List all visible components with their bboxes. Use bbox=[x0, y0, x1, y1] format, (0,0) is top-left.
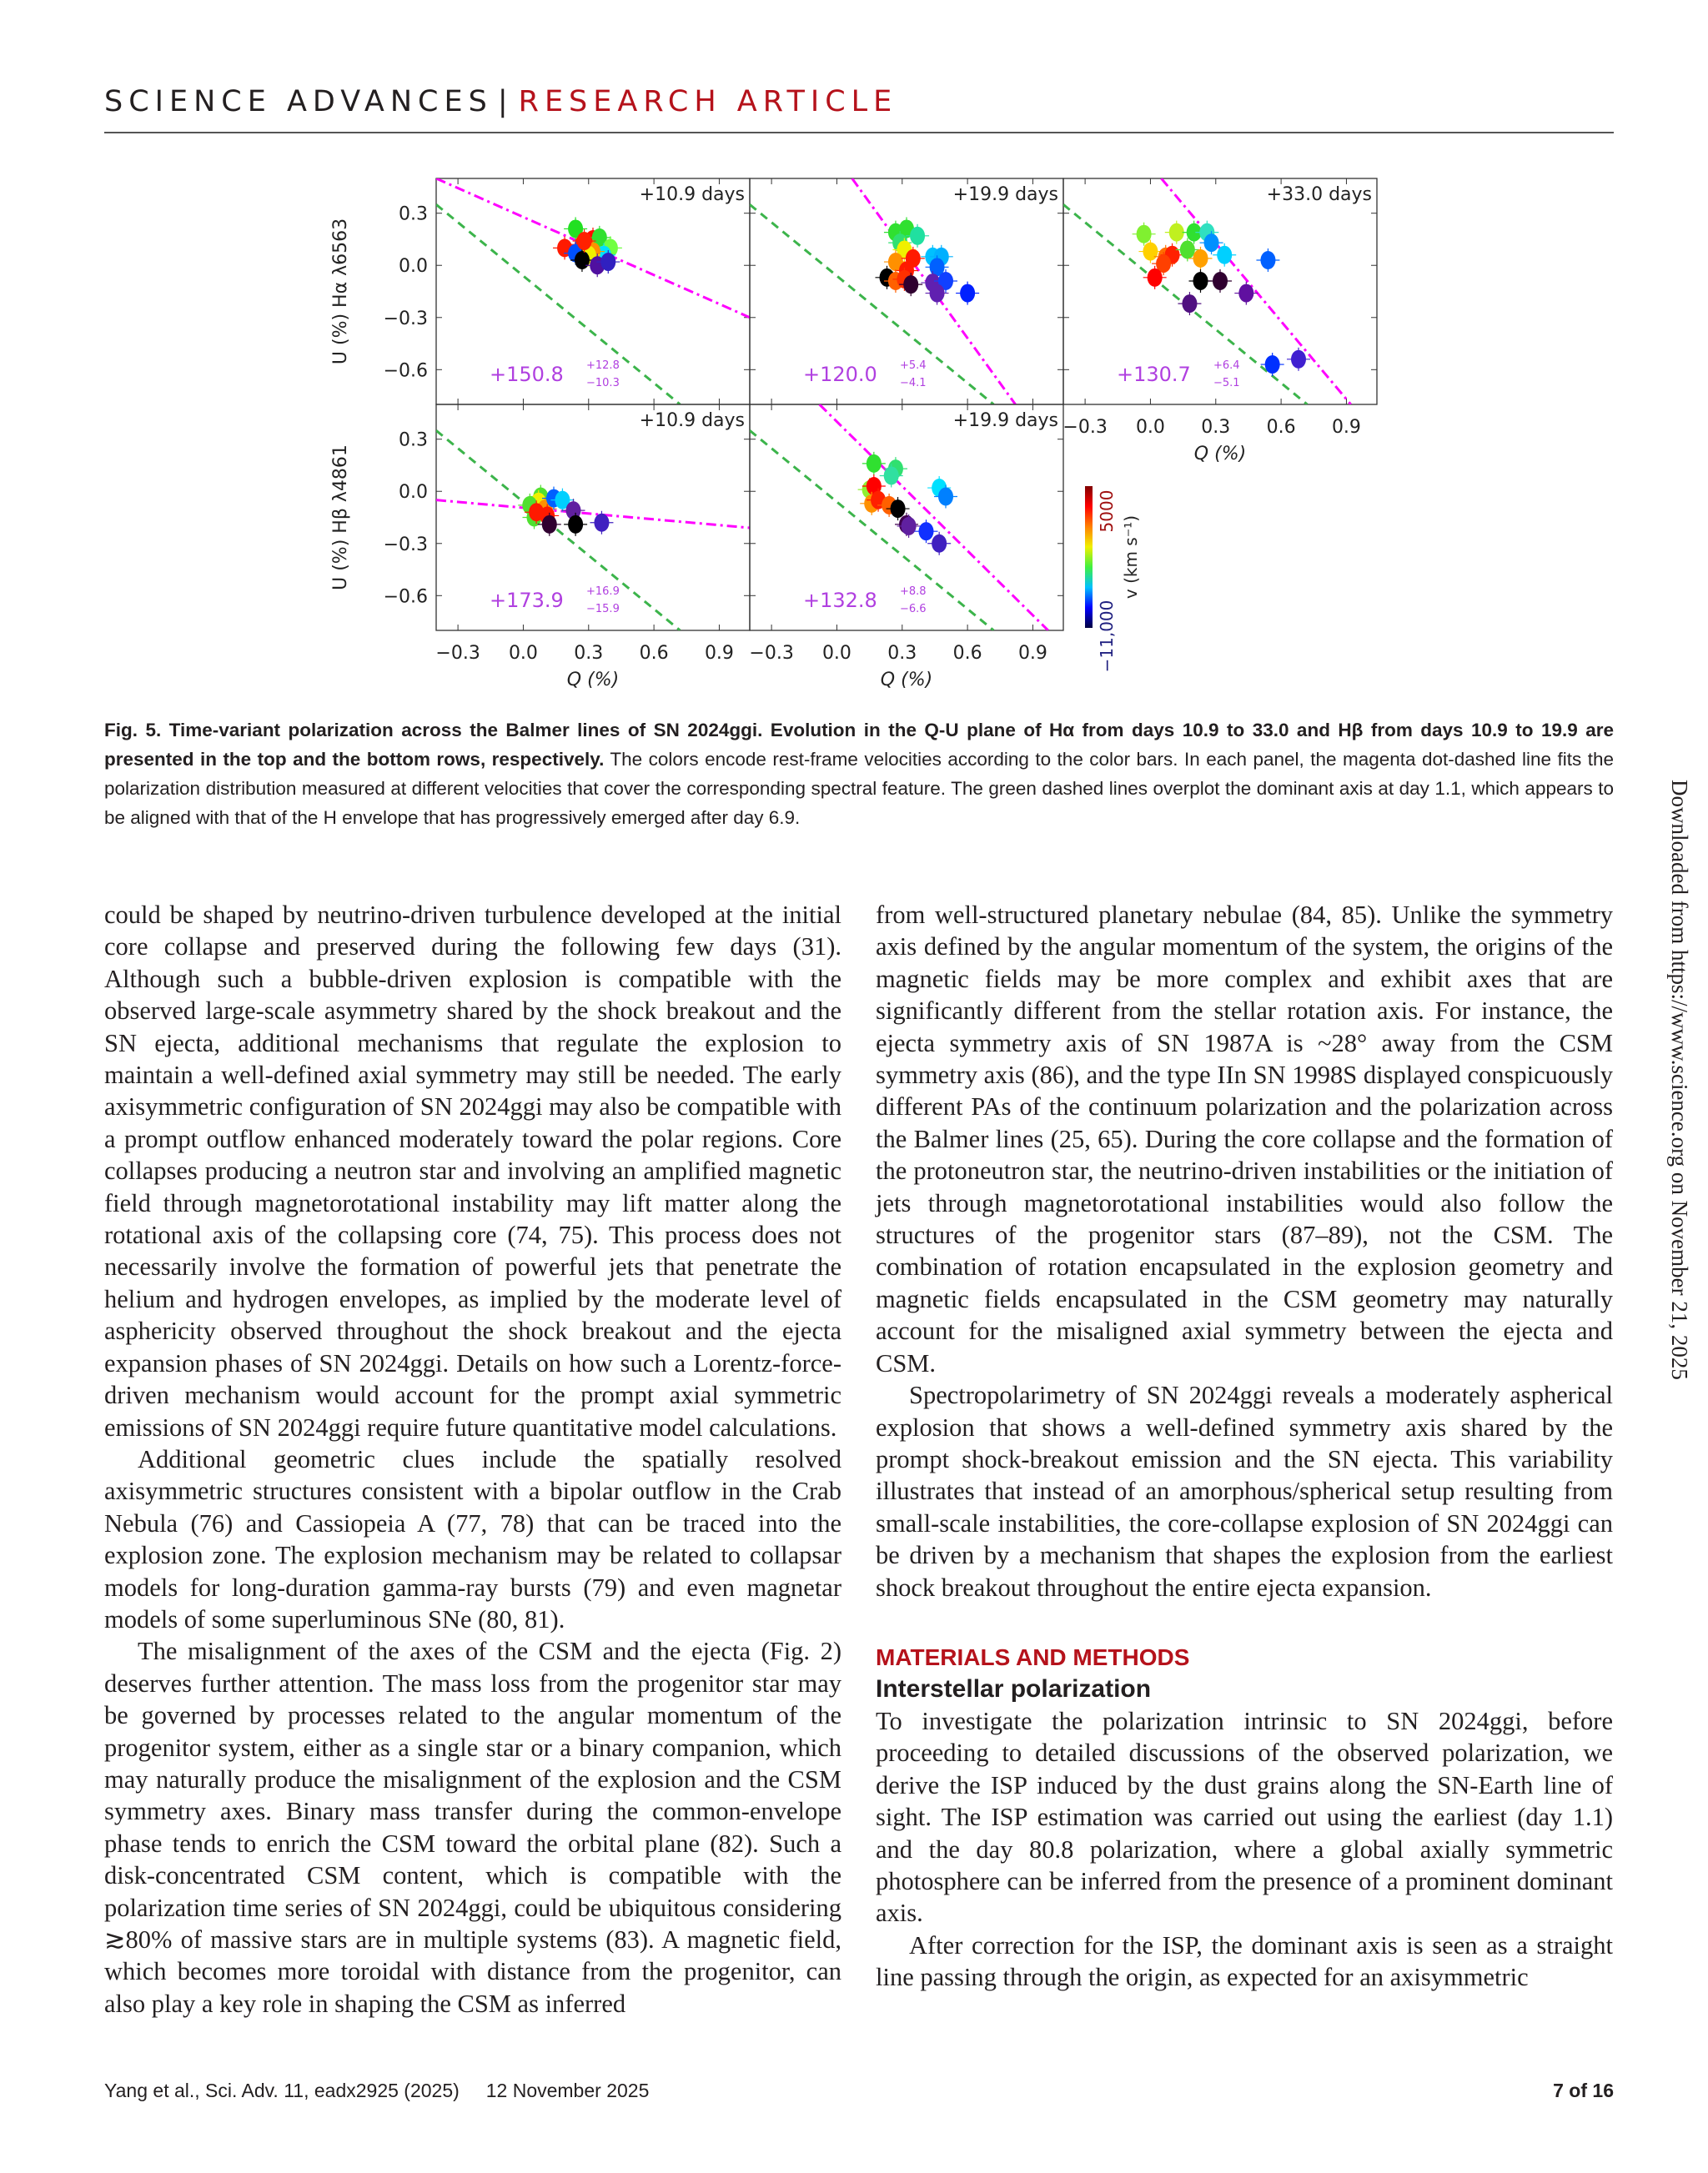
data-point bbox=[1193, 272, 1208, 290]
paragraph: could be shaped by neutrino-driven turbulence developed at the initial core collapse and preserved during the following few days (31). Although such a bubble-driven explosion is compatible with the observed large-scale asymmetry shared by the shock breakout and the SN ejecta, additional mechanisms that regulate the explosion to maintain a well-defined axial symmetry may still be needed. The early axisymmetric configuration of SN 2024ggi may also be compatible with a prompt outflow enhanced moderately toward the polar regions. Core collapses producing a neutron star and involving an amplified magnetic field through magnetorotational instability may lift matter along the rotational axis of the collapsing core (74, 75). This process does not necessarily involve the formation of powerful jets that penetrate the helium and hydrogen envelopes, as implied by the moderate level of asphericity observed throughout the shock breakout and the ejecta expansion phases of SN 2024ggi. Details on how such a Lorentz-force-driven mechanism would account for the prompt axial symmetric emissions of SN 2024ggi require future quantitative model calculations. bbox=[104, 901, 841, 1442]
y-tick-label: −0.3 bbox=[383, 534, 428, 555]
y-tick-label: 0.3 bbox=[399, 429, 428, 451]
angle-plus: +5.4 bbox=[900, 359, 927, 372]
x-tick-label: 0.3 bbox=[887, 643, 917, 664]
data-point bbox=[1238, 284, 1253, 303]
subsection-heading: Interstellar polarization bbox=[876, 1674, 1152, 1703]
x-axis-label: Q (%) bbox=[880, 670, 933, 690]
data-point bbox=[1169, 223, 1184, 242]
panel-plot bbox=[1063, 178, 1351, 404]
data-point bbox=[1204, 233, 1219, 252]
paragraph: After correction for the ISP, the dominant axis is seen as a straight line passing through the origin, as expected for an axisymmetric bbox=[876, 1930, 1613, 1992]
y-tick-label: 0.0 bbox=[399, 256, 428, 278]
data-point bbox=[1265, 355, 1280, 374]
panel-plot bbox=[750, 178, 1016, 404]
angle-label: +132.8 bbox=[803, 589, 877, 612]
data-point bbox=[884, 466, 899, 484]
panel-plot bbox=[750, 404, 1048, 630]
y-tick-label: 0.3 bbox=[399, 203, 428, 225]
data-point bbox=[903, 275, 918, 294]
caption-title: Fig. 5. Time-variant polarization across the Balmer lines of SN 2024ggi. Evolution in the Q-U plane of Hα from days 10.9 to 33.0 and Hβ from days 10.9 to 19.9 are presented in the top and the bottom rows, respectively. bbox=[104, 720, 1614, 770]
fit-line bbox=[436, 500, 750, 528]
x-axis-label: Q (%) bbox=[566, 670, 620, 690]
y-tick-label: −0.6 bbox=[383, 360, 428, 382]
data-point bbox=[594, 514, 609, 532]
paragraph: The misalignment of the axes of the CSM and the ejecta (Fig. 2) deserves further attention. The mass loss from the progenitor star may be governed by processes related to the angular momentum of the progenitor system, either as a single star or a binary companion, which may naturally produce the misalignment of the explosion and the CSM symmetry axes. Binary mass transfer during the common-envelope phase tends to enrich the CSM toward the orbital plane (82). Such a disk-concentrated CSM content, which is compatible with the polarization time series of SN 2024ggi, could be ubiquitous considering ≳80% of massive stars are in multiple systems (83). A magnetic field, which becomes more toroidal with distance from the progenitor, can also play a key role in shaping the CSM as inferred bbox=[104, 1637, 841, 2018]
data-point bbox=[867, 454, 882, 473]
header-separator: | bbox=[497, 85, 514, 118]
angle-minus: −6.6 bbox=[900, 603, 927, 615]
angle-minus: −5.1 bbox=[1213, 377, 1240, 389]
x-tick-label: 0.0 bbox=[508, 643, 538, 664]
x-tick-label: 0.3 bbox=[1201, 417, 1231, 438]
angle-label: +150.8 bbox=[490, 363, 564, 386]
page-number: 7 of 16 bbox=[1553, 2080, 1614, 2101]
colorbar bbox=[1085, 486, 1093, 628]
epoch-label: +19.9 days bbox=[952, 410, 1058, 431]
data-point bbox=[568, 515, 583, 534]
epoch-label: +10.9 days bbox=[639, 184, 745, 205]
data-point bbox=[932, 534, 947, 553]
data-point bbox=[919, 522, 934, 540]
colorbar-label: v (km s⁻¹) bbox=[1121, 514, 1141, 600]
journal-header bbox=[104, 85, 897, 118]
data-point bbox=[1143, 243, 1158, 261]
angle-plus: +8.8 bbox=[900, 585, 927, 598]
data-point bbox=[1148, 268, 1163, 287]
paragraph: from well-structured planetary nebulae (84, 85). Unlike the symmetry axis defined by the angular momentum of the system, the origins of the magnetic fields may be more complex and exhibit axes that are significantly different from the stellar rotation axis. For instance, the ejecta symmetry axis of SN 1987A is ~28° away from the CSM symmetry axis (86), and the type IIn SN 1998S displayed conspicuously different PAs of the continuum polarization and the polarization across the Balmer lines (25, 65). During the core collapse and the formation of the protoneutron star, the neutrino-driven instabilities or the initiation of jets through magnetorotational instabilities would also follow the structures of the progenitor stars (87–89), not the CSM. The combination of rotation encapsulated in the explosion geometry and magnetic fields encapsulated in the CSM geometry may naturally account for the misaligned axial symmetry between the ejecta and CSM. bbox=[876, 901, 1613, 1378]
data-point bbox=[910, 227, 925, 245]
x-tick-label: −0.3 bbox=[435, 643, 480, 664]
data-point bbox=[1213, 272, 1228, 290]
colorbar-min-label: −11,000 bbox=[1097, 600, 1117, 673]
data-point bbox=[1180, 240, 1195, 258]
data-point bbox=[575, 251, 590, 269]
caption-text: The colors encode rest-frame velocities according to the color bars. In each panel, the magenta dot-dashed line fits the polarization distribution measured at different velocities that cover the corresponding spectral feature. The green dashed lines overplot the dominant axis at day 1.1, which appears to be aligned with that of the H envelope that has progressively emerged after day 6.9. bbox=[104, 749, 1614, 828]
colorbar-max-label: 5000 bbox=[1097, 489, 1117, 533]
data-point bbox=[1193, 249, 1208, 268]
epoch-label: +19.9 days bbox=[952, 184, 1058, 205]
x-tick-label: 0.6 bbox=[952, 643, 982, 664]
paragraph: Additional geometric clues include the spatially resolved axisymmetric structures consistent with a bipolar outflow in the Crab Nebula (76) and Cassiopeia A (77, 78) that can be traced into the explosion zone. The explosion mechanism may be related to collapsar models for long-duration gamma-ray bursts (79) and even magnetar models of some superluminous SNe (80, 81). bbox=[104, 1444, 841, 1634]
data-point bbox=[542, 515, 557, 534]
data-point bbox=[1291, 350, 1306, 369]
x-tick-label: 0.3 bbox=[574, 643, 604, 664]
x-tick-label: −0.3 bbox=[1062, 417, 1108, 438]
left-column bbox=[104, 899, 841, 2020]
data-point bbox=[1260, 251, 1275, 269]
right-column bbox=[876, 899, 1613, 1994]
epoch-label: +10.9 days bbox=[639, 410, 745, 431]
citation: Yang et al., Sci. Adv. 11, eadx2925 (2025) 12 November 2025 bbox=[104, 2080, 650, 2101]
journal-name: SCIENCE ADVANCES bbox=[104, 85, 493, 118]
x-tick-label: 0.6 bbox=[1266, 417, 1296, 438]
x-tick-label: 0.0 bbox=[821, 643, 851, 664]
paragraph: Spectropolarimetry of SN 2024ggi reveals a moderately aspherical explosion that shows a well-defined symmetry axis shared by the prompt shock-breakout emission and the SN ejecta. This variability illustrates that instead of an amorphous/spherical setup resulting from small-scale instabilities, the core-collapse explosion of SN 2024ggi can be driven by a mechanism that shapes the explosion from the earliest shock breakout throughout the entire ejecta expansion. bbox=[876, 1381, 1613, 1602]
header-rule bbox=[104, 132, 1614, 133]
x-tick-label: 0.9 bbox=[704, 643, 734, 664]
data-point bbox=[891, 499, 906, 518]
angle-minus: −10.3 bbox=[586, 377, 620, 389]
data-point bbox=[600, 253, 615, 271]
figure-caption bbox=[104, 715, 1614, 832]
angle-plus: +16.9 bbox=[586, 585, 620, 598]
article-type: RESEARCH ARTICLE bbox=[518, 85, 898, 118]
x-tick-label: 0.9 bbox=[1017, 643, 1047, 664]
data-point bbox=[1217, 246, 1232, 264]
angle-plus: +6.4 bbox=[1213, 359, 1240, 372]
data-point bbox=[960, 284, 975, 303]
panel-plot bbox=[436, 430, 750, 630]
angle-label: +173.9 bbox=[490, 589, 564, 612]
x-axis-label: Q (%) bbox=[1193, 444, 1247, 464]
download-note: Downloaded from https://www.science.org on November 21, 2025 bbox=[1667, 780, 1692, 1380]
data-point bbox=[930, 284, 945, 303]
angle-minus: −4.1 bbox=[900, 377, 927, 389]
data-point bbox=[577, 232, 592, 250]
figure-5 bbox=[317, 158, 1418, 709]
x-tick-label: 0.6 bbox=[639, 643, 669, 664]
angle-label: +120.0 bbox=[803, 363, 877, 386]
data-point bbox=[938, 487, 953, 505]
x-tick-label: 0.9 bbox=[1331, 417, 1361, 438]
x-tick-label: 0.0 bbox=[1135, 417, 1165, 438]
paragraph: To investigate the polarization intrinsic to SN 2024ggi, before proceeding to detailed discussions of the observed polarization, we derive the ISP induced by the dust grains along the SN-Earth line of sight. The ISP estimation was carried out using the earliest (day 1.1) and the day 80.8 polarization, where a global axially symmetric photosphere can be inferred from the presence of a prominent dominant axis. bbox=[876, 1706, 1613, 1928]
y-tick-label: 0.0 bbox=[399, 482, 428, 504]
y-axis-label: U (%) Hα λ6563 bbox=[330, 218, 351, 365]
angle-plus: +12.8 bbox=[586, 359, 620, 372]
angle-label: +130.7 bbox=[1117, 363, 1191, 386]
y-axis-label: U (%) Hβ λ4861 bbox=[330, 444, 351, 590]
y-tick-label: −0.3 bbox=[383, 308, 428, 329]
x-tick-label: −0.3 bbox=[749, 643, 794, 664]
y-tick-label: −0.6 bbox=[383, 586, 428, 608]
data-point bbox=[1137, 225, 1152, 243]
epoch-label: +33.0 days bbox=[1266, 184, 1372, 205]
page-footer bbox=[104, 2080, 1614, 2102]
data-point bbox=[1182, 294, 1197, 313]
data-point bbox=[902, 517, 917, 535]
section-heading: MATERIALS AND METHODS bbox=[876, 1644, 1190, 1670]
angle-minus: −15.9 bbox=[586, 603, 620, 615]
